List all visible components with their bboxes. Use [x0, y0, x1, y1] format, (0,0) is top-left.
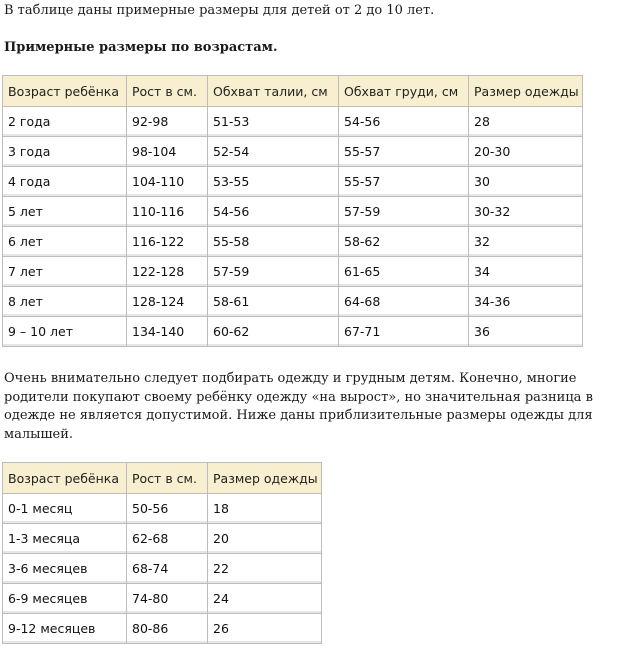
table-cell: 55-58 [208, 227, 339, 257]
table-cell: 61-65 [339, 257, 469, 287]
table-cell: 122-128 [127, 257, 208, 287]
table-row [3, 584, 322, 614]
table-row [3, 167, 583, 197]
table-cell: 1-3 месяца [3, 524, 127, 554]
table-cell: 30 [469, 167, 583, 197]
table-cell: 22 [208, 554, 322, 584]
header-cell: Размер одежды [208, 463, 322, 494]
table-cell: 51-53 [208, 107, 339, 137]
table-cell: 4 года [3, 167, 127, 197]
table-cell: 128-124 [127, 287, 208, 317]
table-cell: 52-54 [208, 137, 339, 167]
header-cell: Размер одежды [469, 76, 583, 107]
table-cell: 54-56 [339, 107, 469, 137]
header-cell: Возраст ребёнка [3, 76, 127, 107]
table-row [3, 227, 583, 257]
table-cell: 34-36 [469, 287, 583, 317]
table-cell: 98-104 [127, 137, 208, 167]
table-cell: 9 – 10 лет [3, 317, 127, 347]
table-cell: 53-55 [208, 167, 339, 197]
table-cell: 20-30 [469, 137, 583, 167]
table-cell: 6 лет [3, 227, 127, 257]
table-cell: 28 [469, 107, 583, 137]
table-cell: 54-56 [208, 197, 339, 227]
table-cell: 57-59 [339, 197, 469, 227]
table-cell: 0-1 месяц [3, 494, 127, 524]
table-row [3, 137, 583, 167]
table-cell: 57-59 [208, 257, 339, 287]
table-row [3, 107, 583, 137]
table-row [3, 494, 322, 524]
table-header-row [3, 463, 322, 494]
table-cell: 116-122 [127, 227, 208, 257]
table-cell: 2 года [3, 107, 127, 137]
table-row [3, 317, 583, 347]
table-cell: 64-68 [339, 287, 469, 317]
table-cell: 5 лет [3, 197, 127, 227]
table-cell: 9-12 месяцев [3, 614, 127, 644]
table-cell: 74-80 [127, 584, 208, 614]
table-cell: 36 [469, 317, 583, 347]
table-cell: 58-61 [208, 287, 339, 317]
size-table-children [2, 75, 583, 347]
header-cell: Обхват груди, см [339, 76, 469, 107]
table-cell: 7 лет [3, 257, 127, 287]
table-cell: 104-110 [127, 167, 208, 197]
table-row [3, 554, 322, 584]
table-cell: 67-71 [339, 317, 469, 347]
table-row [3, 197, 583, 227]
table-cell: 50-56 [127, 494, 208, 524]
table-cell: 68-74 [127, 554, 208, 584]
section-heading: Примерные размеры по возрастам. [4, 40, 278, 55]
table-row [3, 524, 322, 554]
table-cell: 134-140 [127, 317, 208, 347]
table-cell: 32 [469, 227, 583, 257]
table-cell: 18 [208, 494, 322, 524]
table-cell: 110-116 [127, 197, 208, 227]
intro-text: В таблице даны примерные размеры для детей от 2 до 10 лет. [4, 3, 435, 18]
table-row [3, 257, 583, 287]
infant-paragraph: Очень внимательно следует подбирать одежду и грудным детям. Конечно, многие родители покупают своему ребёнку одежду «на вырост», но значительная разница в одежде не является допустимой. Ниже даны приблизительные размеры одежды для малышей. [4, 371, 593, 442]
table-cell: 3-6 месяцев [3, 554, 127, 584]
table-cell: 55-57 [339, 137, 469, 167]
table-cell: 80-86 [127, 614, 208, 644]
table-cell: 62-68 [127, 524, 208, 554]
table-cell: 6-9 месяцев [3, 584, 127, 614]
size-table-infants [2, 462, 322, 644]
header-cell: Рост в см. [127, 463, 208, 494]
table-row [3, 287, 583, 317]
table-cell: 60-62 [208, 317, 339, 347]
table-cell: 30-32 [469, 197, 583, 227]
table-cell: 58-62 [339, 227, 469, 257]
header-cell: Обхват талии, см [208, 76, 339, 107]
table-cell: 34 [469, 257, 583, 287]
table-cell: 26 [208, 614, 322, 644]
header-cell: Возраст ребёнка [3, 463, 127, 494]
table-row [3, 614, 322, 644]
header-cell: Рост в см. [127, 76, 208, 107]
table-cell: 20 [208, 524, 322, 554]
table-cell: 92-98 [127, 107, 208, 137]
table-cell: 8 лет [3, 287, 127, 317]
table-cell: 55-57 [339, 167, 469, 197]
table-header-row [3, 76, 583, 107]
table-cell: 3 года [3, 137, 127, 167]
table-cell: 24 [208, 584, 322, 614]
